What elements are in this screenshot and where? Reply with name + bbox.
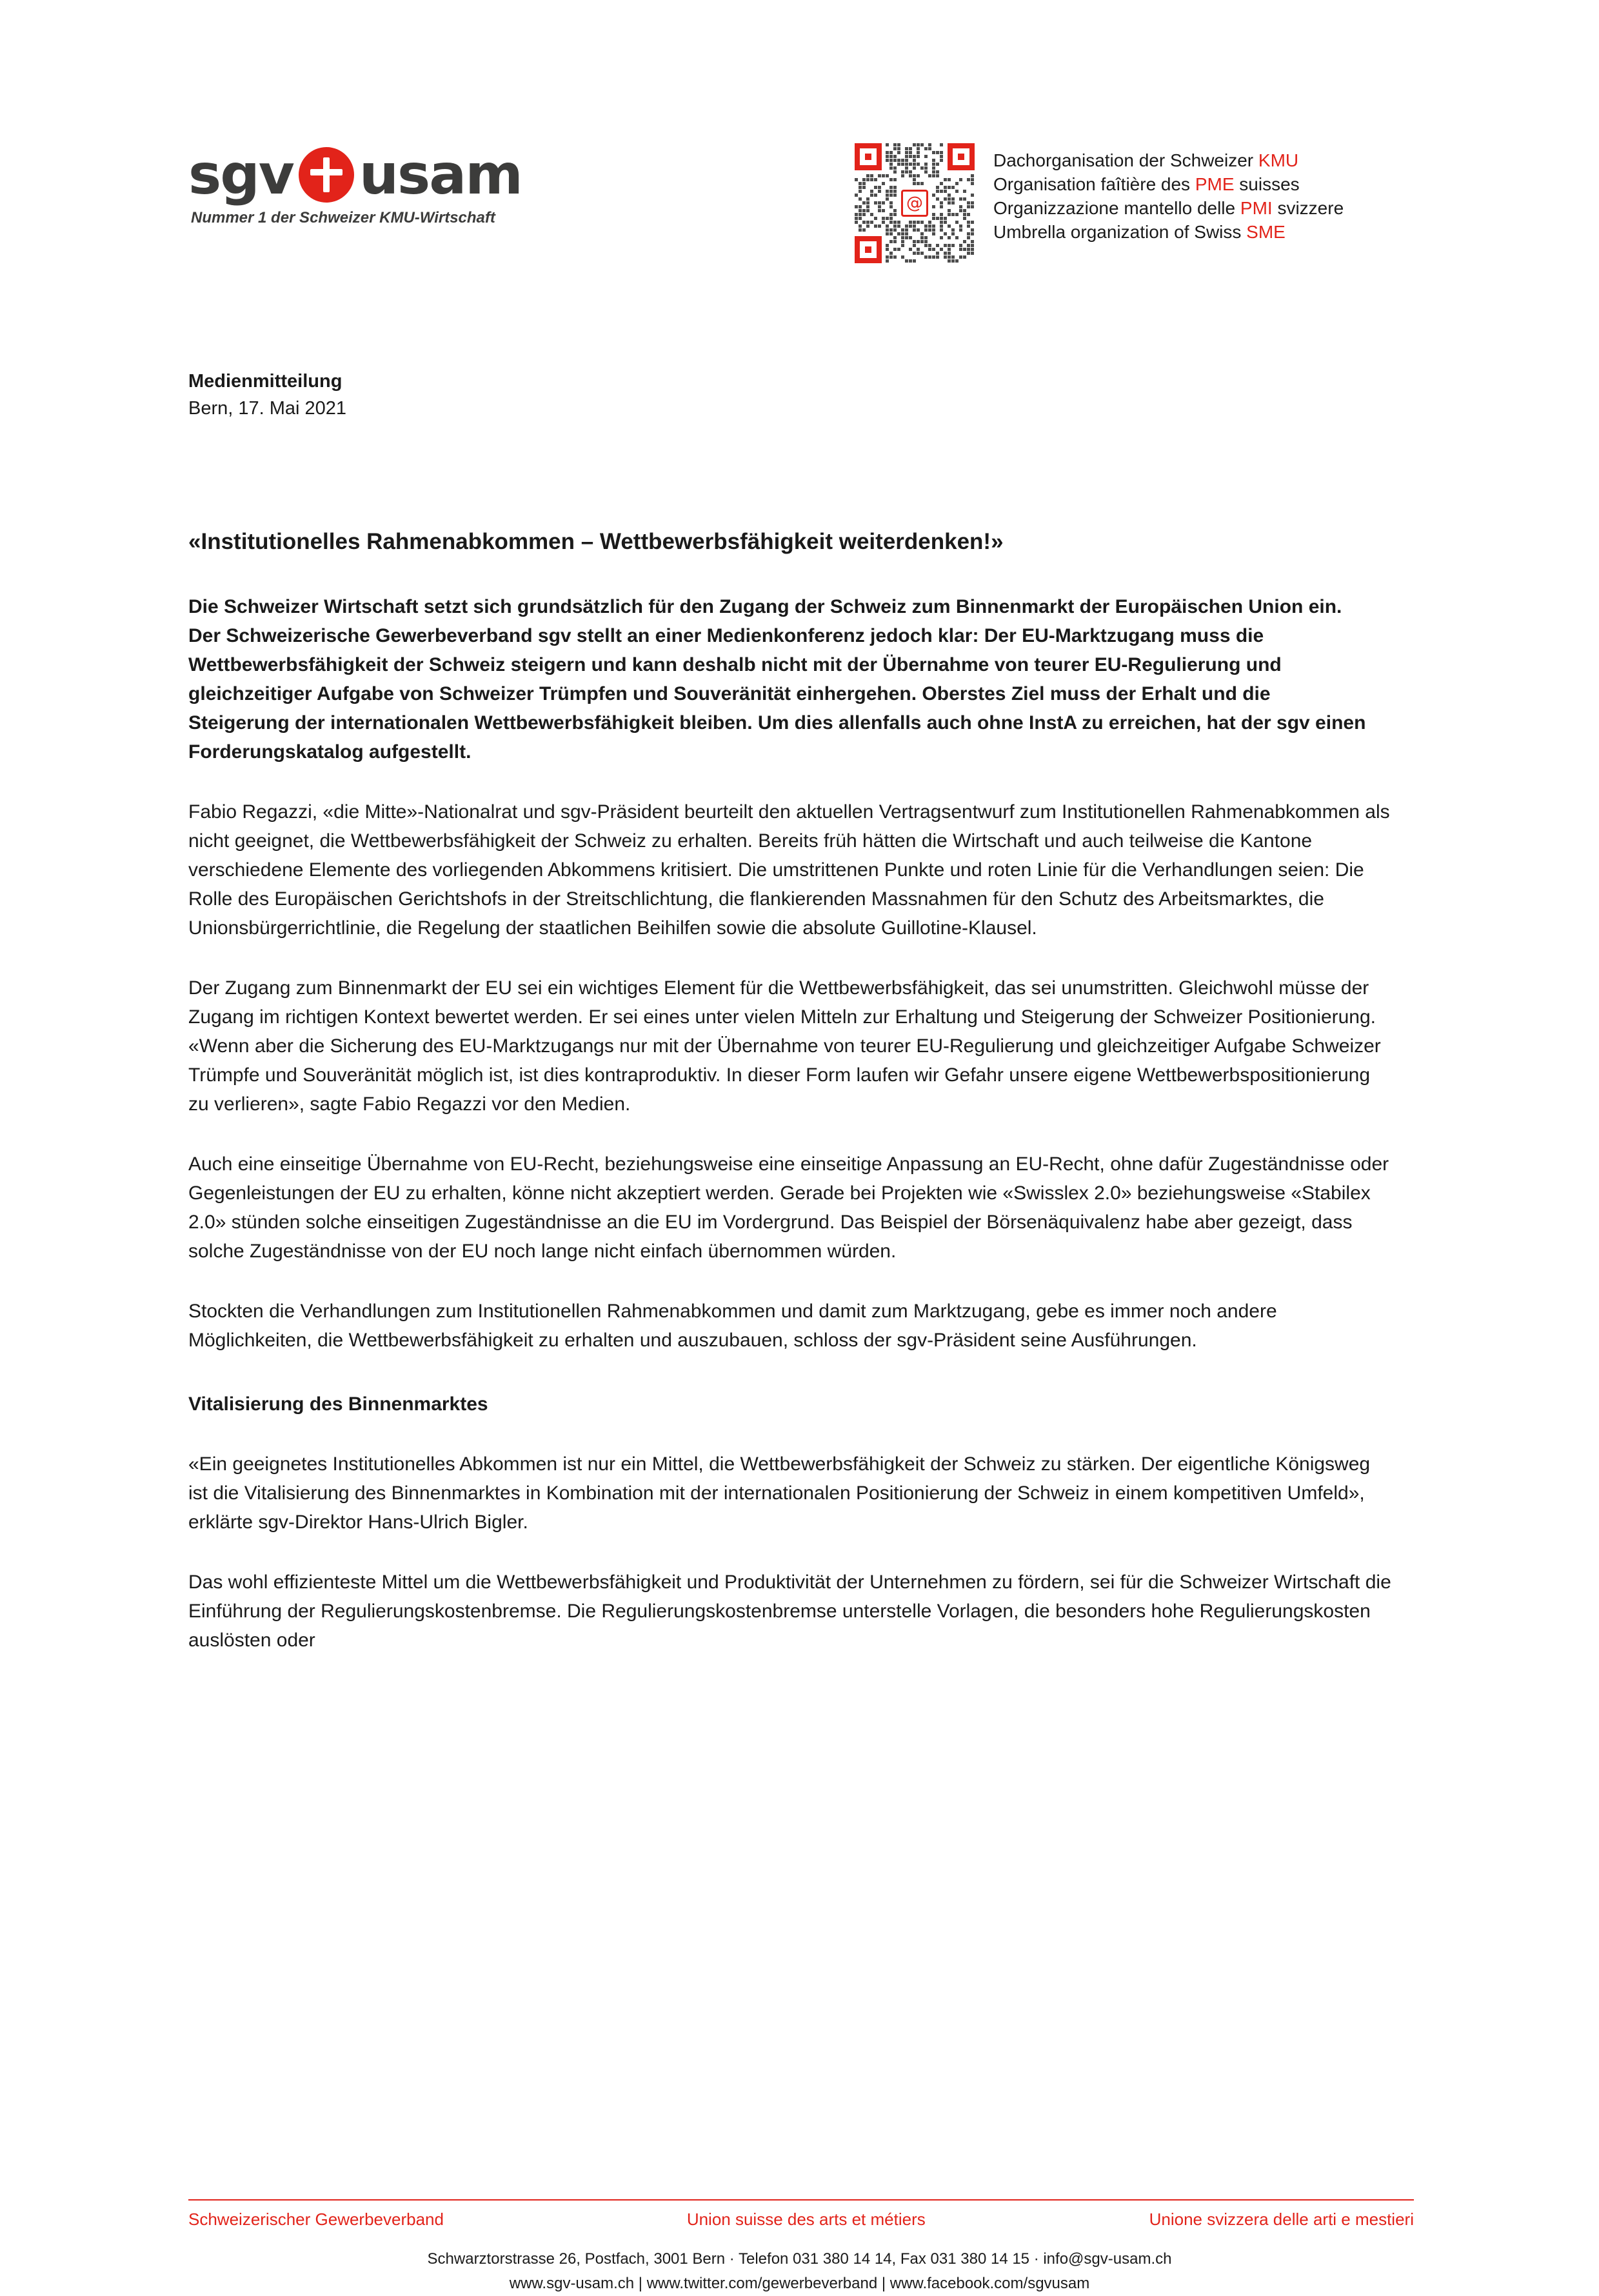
section-subheading: Vitalisierung des Binnenmarktes [188,1393,488,1415]
body-paragraph-2: Der Zugang zum Binnenmarkt der EU sei ein wichtiges Element für die Wettbewerbsfähigkeit, das sei unumstritten. Gleichwohl müsse der Zugang im richtigen Kontext bewertet werden. Er sei eines unter vielen Mitteln zur Erhaltung und Steigerung der Schweizer Positionierung. «Wenn aber die Sicherung des EU-Marktzugangs nur mit der Übernahme von teurer EU-Regulierung und gleichzeitiger Aufgabe Schweizer Trümpfe und Souveränität möglich ist, ist dies kontraproduktiv. In dieser Form laufen wir Gefahr unsere eigene Wettbewerbspositionierung zu verlieren», sagte Fabio Regazzi vor den Medien. [188,977,1381,1115]
logo-tagline: Nummer 1 der Schweizer KMU-Wirtschaft [191,209,495,226]
footer-address-line-1: Schwarztorstrasse 26, Postfach, 3001 Bern · Telefon 031 380 14 14, Fax 031 380 14 15 · info@sgv-usam.ch [427,2250,1172,2268]
page-title: «Institutionelles Rahmenabkommen – Wettbewerbsfähigkeit weiterdenken!» [188,529,1004,554]
logo-wordmark [188,143,588,207]
logo-text-sgv: sgv [188,143,293,207]
body-paragraph-5: «Ein geeignetes Institutionelles Abkommen ist nur ein Mittel, die Wettbewerbsfähigkeit der Schweiz zu stärken. Der eigentliche Königsweg ist die Vitalisierung des Binnenmarktes in Kombination mit der internationalen Positionierung der Schweiz in einem kompetitiven Umfeld», erklärte sgv-Direktor Hans-Ulrich Bigler. [188,1453,1371,1533]
header-org-line-en: Umbrella organization of Swiss SME [993,222,1286,242]
qr-center-glyph: @ [901,190,928,217]
sgv-usam-logo [188,143,588,227]
qr-eye-top-right [948,143,975,170]
footer-org-fr: Union suisse des arts et métiers [686,2210,926,2229]
header-org-line-it: Organizzazione mantello delle PMI svizzere [993,198,1344,218]
qr-eye-bottom-left [855,236,882,263]
footer-address [0,2247,1599,2296]
footer-address-line-2: www.sgv-usam.ch | www.twitter.com/gewerbeverband | www.facebook.com/sgvusam [509,2275,1090,2292]
footer-divider [188,2199,1414,2201]
body-paragraph-3: Auch eine einseitige Übernahme von EU-Recht, beziehungsweise eine einseitige Anpassung an EU-Recht, ohne dafür Zugeständnisse oder Gegenleistungen der EU zu erhalten, könne nicht akzeptiert werden. Gerade bei Projekten wie «Swisslex 2.0» beziehungsweise «Stabilex 2.0» stünden solche einseitigen Zugeständnisse an die EU im Vordergrund. Das Beispiel der Börsenäquivalenz habe aber gezeigt, dass solche Zugeständnisse von der EU noch lange nicht einfach übernommen würden. [188,1153,1389,1262]
footer-org-names [188,2210,1414,2230]
qr-eye-top-left [855,143,882,170]
body-paragraph-6: Das wohl effizienteste Mittel um die Wettbewerbsfähigkeit und Produktivität der Unternehmen zu fördern, sei für die Schweizer Wirtschaft die Einführung der Regulierungskostenbremse. Die Regulierungskostenbremse unterstelle Vorlagen, die besonders hohe Regulierungskosten auslösten oder [188,1572,1391,1651]
body-paragraph-4: Stockten die Verhandlungen zum Institutionellen Rahmenabkommen und damit zum Marktzugang, gebe es immer noch andere Möglichkeiten, die Wettbewerbsfähigkeit zu erhalten und auszubauen, schloss der sgv-Präsident seine Ausführungen. [188,1301,1277,1351]
lead-paragraph: Die Schweizer Wirtschaft setzt sich grundsätzlich für den Zugang der Schweiz zum Binnenmarkt der Europäischen Union ein. Der Schweizerische Gewerbeverband sgv stellt an einer Medienkonferenz jedoch klar: Der EU-Marktzugang muss die Wettbewerbsfähigkeit der Schweiz steigern und kann deshalb nicht mit der Übernahme von teurer EU-Regulierung und gleichzeitiger Aufgabe von Schweizer Trümpfen und Souveränität einhergehen. Oberstes Ziel muss der Erhalt und die Steigerung der internationalen Wettbewerbsfähigkeit bleiben. Um dies allenfalls auch ohne InstA zu erreichen, hat der sgv einen Forderungskatalog aufgestellt. [188,596,1366,763]
header-org-lines [993,148,1344,244]
document-body [188,368,1414,1655]
red-cross-circle-logo-icon [299,147,354,203]
footer-org-it: Unione svizzera delle arti e mestieri [1149,2210,1414,2229]
document-header [0,129,1599,277]
header-org-line-de: Dachorganisation der Schweizer KMU [993,150,1299,170]
header-org-line-fr: Organisation faîtière des PME suisses [993,174,1300,194]
swiss-qr-code-icon [855,143,977,266]
document-kind: Medienmitteilung [188,371,343,392]
logo-text-usam: usam [359,143,522,207]
body-paragraph-1: Fabio Regazzi, «die Mitte»-Nationalrat und sgv-Präsident beurteilt den aktuellen Vertragsentwurf zum Institutionellen Rahmenabkommen als nicht geeignet, die Wettbewerbsfähigkeit der Schweiz zu erhalten. Bereits früh hätten die Wirtschaft und auch teilweise die Kantone verschiedene Elemente des vorliegenden Abkommens kritisiert. Die umstrittenen Punkte und roten Linie für die Verhandlungen seien: Die Rolle des Europäischen Gerichtshofs in der Streitschlichtung, die flankierenden Massnahmen für den Schutz des Arbeitsmarktes, die Unionsbürgerrichtlinie, die Regelung der staatlichen Beihilfen sowie die absolute Guillotine-Klausel. [188,801,1390,939]
document-meta [188,368,1414,422]
footer-org-de: Schweizerischer Gewerbeverband [188,2210,444,2229]
document-dateline: Bern, 17. Mai 2021 [188,398,347,419]
